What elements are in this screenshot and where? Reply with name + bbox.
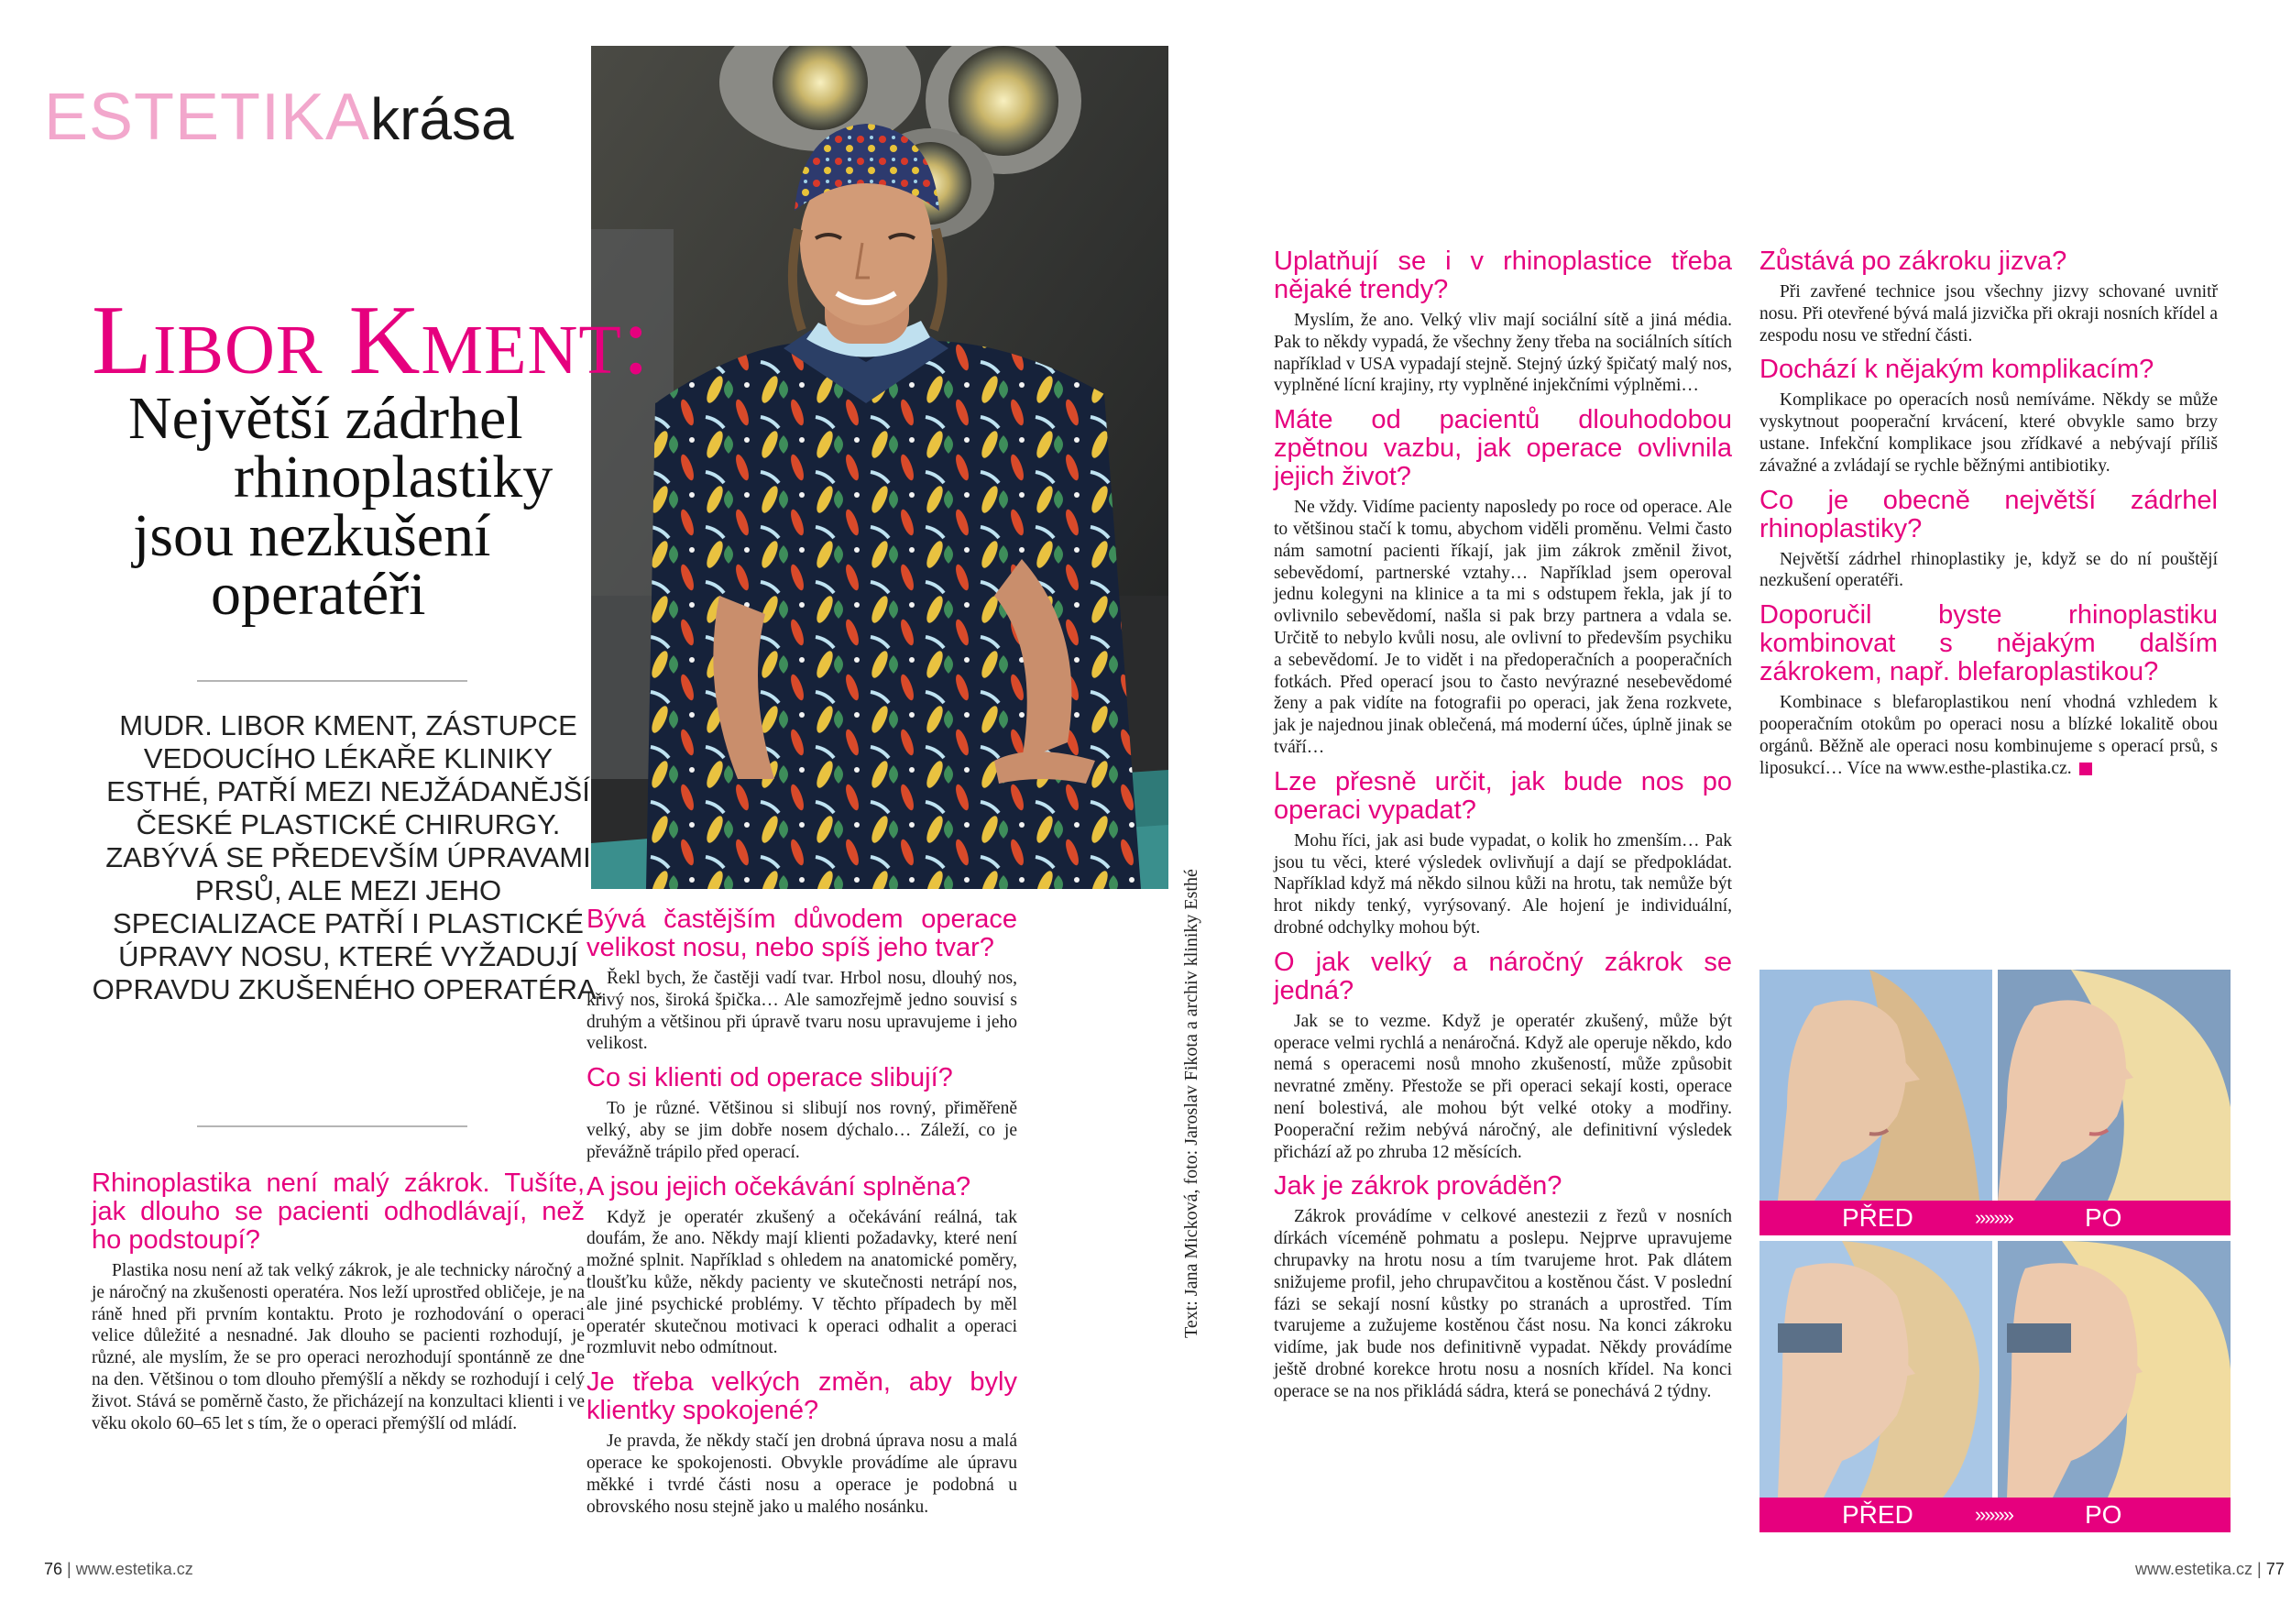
question-heading: Doporučil byste rhinoplastiku kombinovat s nějakým dalším zákrokem, např. blefaroplastikou? — [1759, 600, 2218, 687]
subtitle-line: operatéři — [211, 561, 426, 628]
subtitle-line: Největší zádrhel — [128, 385, 523, 452]
subtitle-line: rhinoplastiky — [234, 444, 554, 510]
answer-paragraph: Zákrok provádíme v celkové anestezii z řezů v nosních dírkách víceméně pohmatu a poslepu. Nejprve upravujeme chrupavky na hrotu nosu a tím tvarujeme hrot. Pak dlátem snižujeme profil, jeho chrupavčitou a kostěnou část. V poslední fázi se sekají nosní kůstky po stranách a uprostřed. Tím tvarujeme a zužujeme kostěnou část nosu. Na konci zákroku vidíme, jak bude nos definitivně vypadat. Někdy provádíme ještě drobné korekce hrotu nosu a nosních křídel. Na konci operace se na nos přikládá sádra, která se ponechává 2 týdny. — [1274, 1207, 1732, 1401]
photo-credit: Text: Jana Micková, foto: Jaroslav Fikota a archiv kliniky Esthé — [1181, 869, 1201, 1338]
arrows-icon: »»»» — [1975, 1206, 2012, 1229]
after-photo-profile — [1998, 970, 2231, 1201]
end-mark-icon — [2079, 763, 2092, 775]
question-heading: Bývá častějším důvodem operace velikost nosu, nebo spíš jeho tvar? — [586, 905, 1017, 962]
before-photo-front — [1759, 1241, 1992, 1498]
before-profile-illustration — [1759, 970, 1992, 1201]
before-photo-profile — [1759, 970, 1992, 1201]
answer-paragraph: Ne vždy. Vidíme pacienty naposledy po roce od operace. Ale to většinou stačí k tomu, abychom viděli proměnu. Velmi často nám samotní pacienti říkají, jak jim zákrok změnil život, sebevědomí, partnerské vztahy… Například jsem operoval jednu kolegyni na klinice a ta mi s odstupem řekla, jak jí to ovlivnilo sebevědomí, našla si pak brzy partnera a vdala se. Určitě to nebylo kvůli nosu, ale ovlivní to především psychiku a sebevědomí. Je to vidět i na předoperačních a pooperačních fotkách. Před operací jsou to často nevýrazné nesebevědomé ženy a pak vidíte na fotografii po operaci, jak žena rozkvete, jak je najednou jinak oblečená, má moderní účes, úplně jinak se tváří… — [1274, 498, 1732, 757]
section-tag — [44, 81, 514, 156]
answer-paragraph: Myslím, že ano. Velký vliv mají sociální sítě a jiná média. Pak to někdy vypadá, že všechny ženy třeba na sociálních sítích například v USA vypadají stejně. Stejný úzký špičatý malý nos, vyplněné lícní krajiny, rty vyplněné injekčními výplněmi… — [1274, 311, 1732, 396]
section-tag-main: ESTETIKA — [44, 81, 371, 154]
before-after-bar — [1759, 1201, 2231, 1235]
answer-paragraph: Komplikace po operacích nosů nemíváme. Někdy se může vyskytnout pooperační krvácení, které obvykle samo brzy ustane. Infekční komplikace jsou zřídkavé a nebývají příliš závažné a zvládají se rychle běžnými antibiotiky. — [1759, 390, 2218, 476]
before-front-illustration — [1759, 1241, 1992, 1498]
before-label: PŘED — [1842, 1203, 1913, 1232]
column-1 — [92, 1169, 585, 1434]
question-heading: Co je obecně největší zádrhel rhinoplastiky? — [1759, 485, 2218, 543]
question-heading: Dochází k nějakým komplikacím? — [1759, 355, 2154, 385]
after-label: PO — [2085, 1500, 2122, 1529]
question-heading: Rhinoplastika není malý zákrok. Tušíte, jak dlouho se pacienti odhodlávají, než ho podstoupí? — [92, 1169, 585, 1255]
folio-left: 76 | www.estetika.cz — [44, 1560, 193, 1578]
before-label: PŘED — [1842, 1500, 1913, 1529]
answer-paragraph: Největší zádrhel rhinoplastiky je, když se do ní pouštějí nezkušení operatéři. — [1759, 549, 2218, 591]
question-heading: Je třeba velkých změn, aby byly klientky spokojené? — [586, 1367, 1017, 1426]
answer-paragraph: Mohu říci, jak asi bude vypadat, o kolik ho zmenším… Pak jsou tu věci, které výsledek ovlivňují a dají se předpokládat. Například když má někdo silnou kůži na hrotu, tak nemůže být hrot nikdy tenký, vyrýsovaný. Ale hojení je individuální, drobné odchylky mohou být. — [1274, 830, 1732, 938]
folio-url-right: www.estetika.cz — [2135, 1560, 2253, 1578]
after-photo-front — [1998, 1241, 2231, 1498]
page-number-right: 77 — [2265, 1560, 2285, 1578]
question-heading: A jsou jejich očekávání splněna? — [586, 1171, 971, 1202]
surgeon-portrait-photo — [591, 46, 1168, 889]
after-label: PO — [2085, 1203, 2122, 1232]
column-2 — [586, 905, 1017, 1518]
question-heading: Lze přesně určit, jak bude nos po operaci vypadat? — [1274, 766, 1732, 825]
arrows-icon: »»»» — [1975, 1503, 2012, 1526]
column-4 — [1759, 247, 2218, 779]
surgeon-portrait-illustration — [591, 46, 1168, 889]
question-heading: Zůstává po zákroku jizva? — [1759, 247, 2067, 276]
answer-paragraph: Jak se to vezme. Když je operatér zkušený, může být operace velmi rychlá a nenáročná. Když ale operuje někdo, kdo nemá s operacemi nosů mnoho zkušeností, může způsobit nevratné změny. Přestože se při operaci sekají kosti, operace není bolestivá, ale mohou být velké otoky a modřiny. Pooperační režim nebývá náročný, ale definitivní výsledek přichází až po zhruba 12 měsících. — [1274, 1011, 1732, 1162]
question-heading: Uplatňují se i v rhinoplastice třeba nějaké trendy? — [1274, 247, 1732, 304]
question-heading: Máte od pacientů dlouhodobou zpětnou vazbu, jak operace ovlivnila jejich život? — [1274, 405, 1732, 492]
answer-paragraph: To je různé. Většinou si slibují nos rovný, přiměřeně velký, aby se jim dobře nosem dýchalo… Záleží, co je převážně trápilo před operací. — [586, 1099, 1017, 1162]
before-after-photos — [1759, 970, 2231, 1538]
question-heading: Jak je zákrok prováděn? — [1274, 1171, 1562, 1202]
lead-bottom-rule — [197, 1125, 467, 1127]
page-number-left: 76 — [44, 1560, 63, 1578]
column-3 — [1274, 247, 1732, 1402]
subtitle-line: jsou nezkušení — [133, 502, 491, 569]
article-title-name: Libor Kment: — [92, 286, 651, 395]
answer-text: Kombinace s blefaroplastikou není vhodná vzhledem k pooperačním otokům po operaci nosu a blízké lokalitě obou orgánů. Běžně ale operaci nosu kombinujeme s operací prsů, s liposukcí… Více na www.esthe-plastika.cz. — [1759, 693, 2218, 778]
question-heading: Co si klienti od operace slibují? — [586, 1063, 953, 1093]
after-profile-illustration — [1998, 970, 2231, 1201]
article-subtitle — [92, 385, 605, 628]
answer-paragraph: Plastika nosu není až tak velký zákrok, je ale technicky náročný a je náročný na zkušenosti operatéra. Nos leží uprostřed obličeje, je na ráně hned při prvním kontaktu. Proto je rozhodování o operaci velice důležité a nesnadné. Jak dlouho se pacienti rozhodují, je různé, ale myslím, že se pro operaci nerozhodují spontánně ze dne na den. Většinou o tom dlouho přemýšlí a někdy se rozhodují i celý život. Stává se poměrně často, že přicházejí na konzultaci klienti i ve věku okolo 60–65 let s tím, že o operaci přemýšlí od mládí. — [92, 1261, 585, 1433]
answer-paragraph — [1759, 692, 2218, 779]
answer-paragraph: Při zavřené technice jsou všechny jizvy schované uvnitř nosu. Při otevřené bývá malá jizvička při okraji nosních křídel a zespodu nosu ve střední části. — [1759, 282, 2218, 346]
folio-url-left: www.estetika.cz — [75, 1560, 193, 1578]
folio-right: www.estetika.cz | 77 — [2135, 1560, 2285, 1578]
before-after-bar — [1759, 1498, 2231, 1532]
answer-paragraph: Když je operatér zkušený a očekávání reálná, tak doufám, že ano. Někdy mají klienti požadavky, které není možné splnit. Například s ohledem na anatomické poměry, tloušťku kůže, někdy pacienty ve skutečnosti netrápí nos, ale jiné psychické problémy. V těchto případech by měl operatér skutečnou motivaci k operaci odhalit a operaci rozmluvit nebo odmítnout. — [586, 1207, 1017, 1358]
lead-top-rule — [197, 680, 467, 682]
article-lead: MUDR. LIBOR KMENT, ZÁSTUPCE VEDOUCÍHO LÉKAŘE KLINIKY ESTHÉ, PATŘÍ MEZI NEJŽÁDANĚJŠÍ ČESKÉ PLASTICKÉ CHIRURGY. ZABÝVÁ SE PŘEDEVŠÍM ÚPRAVAMI PRSŮ, ALE MEZI JEHO SPECIALIZACE PATŘÍ I PLASTICKÉ ÚPRAVY NOSU, KTERÉ VYŽADUJÍ OPRAVDU ZKUŠENÉHO OPERATÉRA. — [92, 709, 605, 1005]
answer-paragraph: Řekl bych, že častěji vadí tvar. Hrbol nosu, dlouhý nos, křivý nos, široká špička… Ale samozřejmě jedno souvisí s druhým a většinou při úpravě tvaru nosu upravujeme i jeho velikost. — [586, 969, 1017, 1054]
answer-paragraph: Je pravda, že někdy stačí jen drobná úprava nosu a malá operace ke spokojenosti. Obvykle provádíme ale úpravu měkké i tvrdé části nosu a operace je podobná u obrovského nosu stejně jako u malého nosánku. — [586, 1432, 1017, 1517]
section-tag-sub: krása — [370, 86, 514, 152]
after-front-illustration — [1998, 1241, 2231, 1498]
question-heading: O jak velký a náročný zákrok se jedná? — [1274, 947, 1732, 1005]
